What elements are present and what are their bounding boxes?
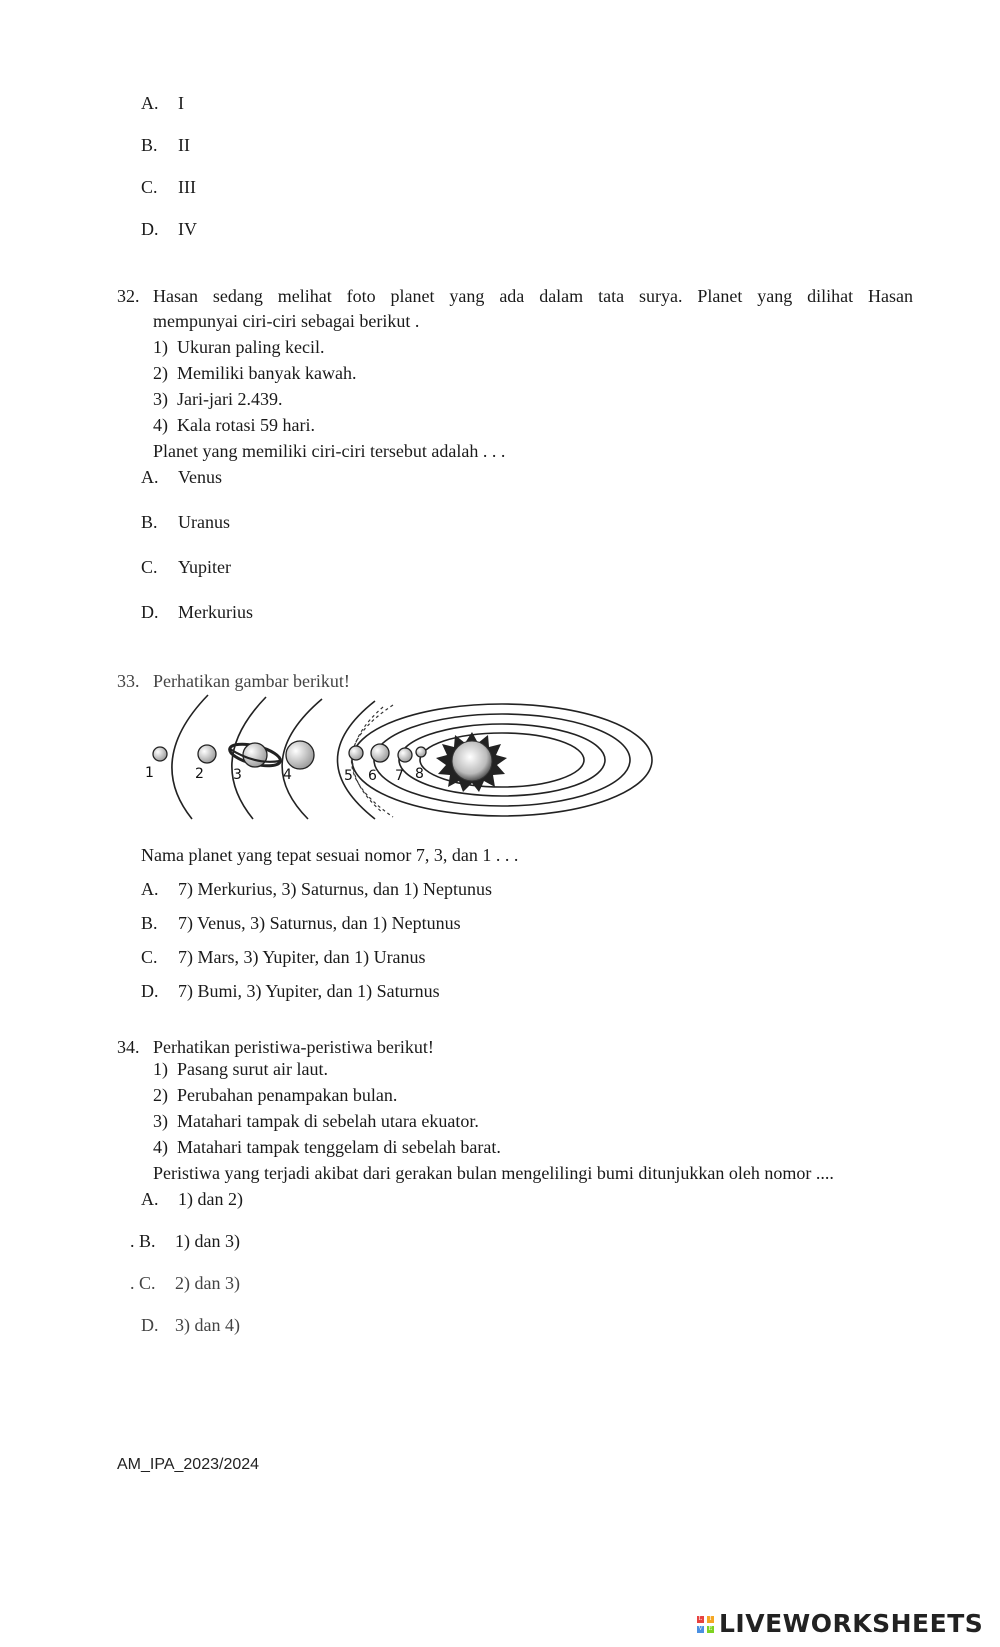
- logo-grid-cell: V: [698, 1626, 703, 1632]
- q34-option-c[interactable]: [130, 1273, 240, 1294]
- question-number: 33.: [117, 671, 140, 691]
- q32-option-b[interactable]: [141, 512, 230, 533]
- item-number: 4): [153, 415, 168, 435]
- q32-option-d[interactable]: [141, 602, 253, 623]
- option-letter: C.: [141, 947, 158, 967]
- option-letter: A.: [141, 879, 159, 899]
- q34-option-d[interactable]: [141, 1315, 240, 1336]
- event-item-3: [153, 1111, 479, 1132]
- option-letter: A.: [141, 1189, 159, 1209]
- q33-option-d[interactable]: [141, 981, 440, 1002]
- option-text: Venus: [178, 467, 222, 487]
- item-number: 2): [153, 363, 168, 383]
- item-number: 3): [153, 389, 168, 409]
- brand-name: LIVEWORKSHEETS: [719, 1609, 984, 1638]
- option-letter: D.: [141, 219, 159, 239]
- planet-6: [371, 744, 389, 762]
- item-text: Pasang surut air laut.: [177, 1059, 328, 1079]
- item-text: Perubahan penampakan bulan.: [177, 1085, 398, 1105]
- question-prompt: Peristiwa yang terjadi akibat dari gerakan bulan mengelilingi bumi ditunjukkan oleh nomor ....: [153, 1163, 834, 1183]
- question-number: 32.: [117, 286, 140, 306]
- question-title: Perhatikan gambar berikut!: [153, 671, 350, 691]
- solar-system-figure: [145, 695, 640, 825]
- option-text: III: [178, 177, 196, 197]
- item-number: 3): [153, 1111, 168, 1131]
- option-letter: B.: [141, 913, 158, 933]
- planet-5: [349, 746, 363, 760]
- q33-option-c[interactable]: [141, 947, 426, 968]
- sun: [436, 732, 507, 792]
- q33-option-b[interactable]: [141, 913, 461, 934]
- planet-2: [198, 745, 216, 763]
- question-prompt: Planet yang memiliki ciri-ciri tersebut adalah . . .: [153, 441, 506, 461]
- option-text: 7) Venus, 3) Saturnus, dan 1) Neptunus: [178, 913, 461, 933]
- item-text: Kala rotasi 59 hari.: [177, 415, 315, 435]
- planet-8: [416, 747, 426, 757]
- option-letter: D.: [141, 602, 159, 622]
- option-text: IV: [178, 219, 197, 239]
- question-text-line-2: mempunyai ciri-ciri sebagai berikut .: [153, 311, 420, 331]
- logo-grid-icon: [697, 1616, 717, 1636]
- q32-option-a[interactable]: [141, 467, 222, 488]
- option-text: Uranus: [178, 512, 230, 532]
- item-text: Jari-jari 2.439.: [177, 389, 283, 409]
- logo-grid-cell: E: [708, 1626, 713, 1632]
- logo-grid-cell: I: [707, 1616, 714, 1623]
- q33-option-a[interactable]: [141, 879, 492, 900]
- event-item-4: [153, 1137, 501, 1158]
- option-letter: B.: [141, 135, 158, 155]
- option-letter: C.: [141, 177, 158, 197]
- question-title: Perhatikan peristiwa-peristiwa berikut!: [153, 1037, 434, 1057]
- option-text: 7) Merkurius, 3) Saturnus, dan 1) Neptunus: [178, 879, 492, 899]
- item-text: Ukuran paling kecil.: [177, 337, 325, 357]
- item-number: 1): [153, 1059, 168, 1079]
- planet-label-1: 1: [145, 765, 154, 781]
- prev-option-d[interactable]: [141, 219, 197, 240]
- planet-label-2: 2: [195, 766, 204, 782]
- planet-label-8: 8: [415, 766, 424, 782]
- asteroid-belt: [352, 705, 394, 817]
- item-number: 2): [153, 1085, 168, 1105]
- criteria-item-1: [153, 337, 325, 358]
- question-number: 34.: [117, 1037, 140, 1057]
- event-item-2: [153, 1085, 398, 1106]
- criteria-item-4: [153, 415, 315, 436]
- planet-3: [228, 740, 283, 770]
- item-number: 4): [153, 1137, 168, 1157]
- item-text: Matahari tampak di sebelah utara ekuator.: [177, 1111, 479, 1131]
- option-text: Yupiter: [178, 557, 231, 577]
- option-text: 2) dan 3): [175, 1273, 240, 1293]
- item-text: Memiliki banyak kawah.: [177, 363, 357, 383]
- planet-7: [398, 748, 412, 762]
- planet-label-5: 5: [344, 768, 353, 784]
- planet-label-4: 4: [283, 767, 292, 783]
- option-letter: A.: [141, 467, 159, 487]
- question-text-line-1: Hasan sedang melihat foto planet yang ada dalam tata surya. Planet yang dilihat Hasan: [153, 286, 913, 306]
- planet-4: [286, 741, 314, 769]
- planet-label-6: 6: [368, 768, 377, 784]
- option-letter: . B.: [130, 1231, 156, 1251]
- criteria-item-3: [153, 389, 283, 410]
- option-text: I: [178, 93, 184, 113]
- prev-option-a[interactable]: [141, 93, 184, 114]
- option-letter: D.: [141, 981, 159, 1001]
- logo-grid-cell: L: [698, 1616, 703, 1622]
- option-letter: D.: [141, 1315, 159, 1335]
- planet-label-7: 7: [395, 768, 404, 784]
- q34-option-b[interactable]: [130, 1231, 240, 1252]
- q32-option-c[interactable]: [141, 557, 231, 578]
- option-text: 1) dan 2): [178, 1189, 243, 1209]
- planet-label-3: 3: [233, 767, 242, 783]
- option-text: 1) dan 3): [175, 1231, 240, 1251]
- option-text: II: [178, 135, 190, 155]
- planet-1: [153, 747, 167, 761]
- option-letter: C.: [141, 557, 158, 577]
- q34-option-a[interactable]: [141, 1189, 243, 1210]
- event-item-1: [153, 1059, 328, 1080]
- option-letter: . C.: [130, 1273, 156, 1293]
- footer-code: AM_IPA_2023/2024: [117, 1456, 260, 1473]
- item-text: Matahari tampak tenggelam di sebelah barat.: [177, 1137, 501, 1157]
- option-text: Merkurius: [178, 602, 253, 622]
- prev-option-b[interactable]: [141, 135, 190, 156]
- option-letter: B.: [141, 512, 158, 532]
- option-letter: A.: [141, 93, 159, 113]
- option-text: 3) dan 4): [175, 1315, 240, 1335]
- criteria-item-2: [153, 363, 357, 384]
- option-text: 7) Bumi, 3) Yupiter, dan 1) Saturnus: [178, 981, 440, 1001]
- item-number: 1): [153, 337, 168, 357]
- prev-option-c[interactable]: [141, 177, 196, 198]
- option-text: 7) Mars, 3) Yupiter, dan 1) Uranus: [178, 947, 426, 967]
- question-prompt: Nama planet yang tepat sesuai nomor 7, 3, dan 1 . . .: [141, 845, 519, 865]
